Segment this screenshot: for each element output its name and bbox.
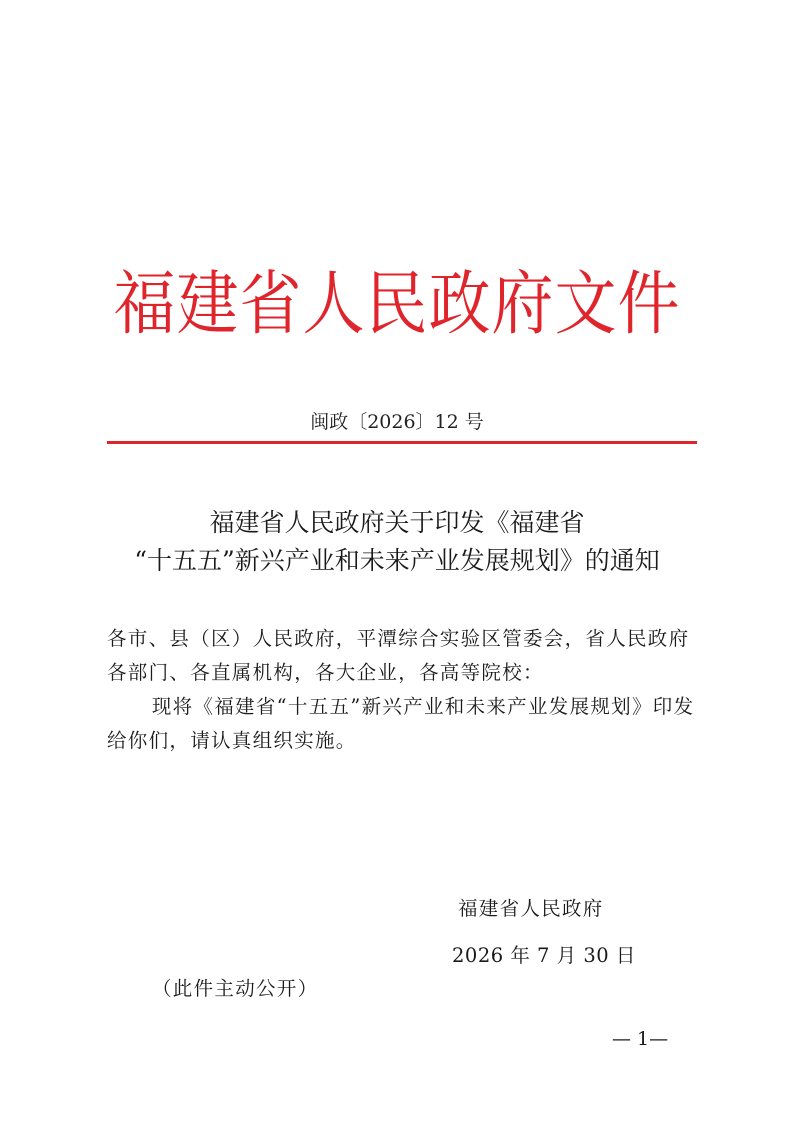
body-paragraph: 现将《福建省“十五五”新兴产业和未来产业发展规划》印发给你们，请认真组织实施。 [107, 695, 695, 752]
masthead-title: 福建省人民政府文件 [113, 262, 681, 345]
document-number: 闽政〔2026〕12 号 [310, 411, 484, 433]
document-body [107, 622, 699, 758]
document-title [0, 504, 794, 580]
recipients-paragraph: 各市、县（区）人民政府，平潭综合实验区管委会，省人民政府各部门、各直属机构，各大企业，各高等院校： [107, 627, 690, 684]
page-number: — 1— [612, 1028, 669, 1050]
signature-date: 2026 年 7 月 30 日 [452, 944, 636, 967]
red-separator-line [107, 441, 697, 444]
disclosure-note: （此件主动公开） [152, 977, 319, 1000]
signature-organization: 福建省人民政府 [458, 897, 604, 920]
title-line-1: 福建省人民政府关于印发《福建省 [209, 508, 585, 537]
title-line-2: “十五五”新兴产业和未来产业发展规划》的通知 [134, 546, 660, 575]
